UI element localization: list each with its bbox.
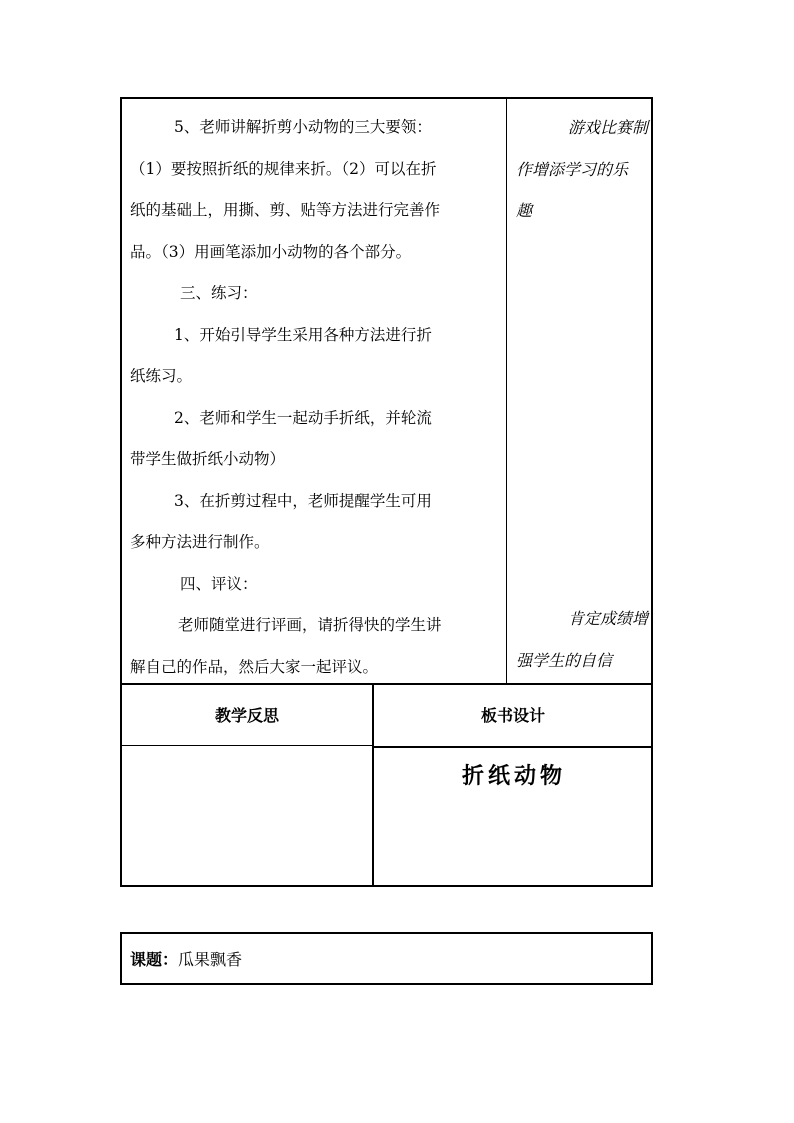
reflection-header: 教学反思	[214, 706, 279, 725]
review-line1: 老师随堂进行评画，请折得快的学生讲	[178, 616, 442, 634]
lesson-label: 课题：	[130, 950, 179, 969]
step5-line4: 品。（3）用画笔添加小动物的各个部分。	[130, 242, 412, 261]
column-divider-upper	[506, 99, 507, 683]
note2-line2: 强学生的自信	[516, 650, 613, 670]
lesson-title-box	[120, 932, 653, 985]
practice2-line2: 带学生做折纸小动物）	[130, 450, 286, 468]
review-line2: 解自己的作品，然后大家一起评议。	[130, 657, 379, 676]
design-intent-notes-review	[516, 598, 654, 681]
lesson-title: 瓜果飘香	[178, 950, 243, 969]
note1-line3: 趣	[516, 201, 533, 220]
board-title: 折纸动物	[461, 764, 566, 789]
practice3-line1: 3、在折剪过程中，老师提醒学生可用	[174, 491, 432, 510]
practice3-line2: 多种方法进行制作。	[130, 533, 270, 551]
note2-line1: 肯定成绩增	[567, 609, 648, 628]
step5-line1: 5、老师讲解折剪小动物的三大要领：	[174, 118, 432, 136]
reflection-header-divider	[122, 745, 372, 746]
section3-heading: 三、练习：	[180, 284, 258, 302]
practice2-line1: 2、老师和学生一起动手折纸，并轮流	[174, 408, 432, 427]
step5-line2: （1）要按照折纸的规律来折。（2）可以在折	[130, 159, 437, 178]
board-header-divider	[373, 746, 653, 748]
lesson-plan-table	[120, 97, 653, 887]
step5-line3: 纸的基础上，用撕、剪、贴等方法进行完善作	[130, 201, 441, 219]
note1-line1: 游戏比赛制	[567, 118, 648, 137]
design-intent-notes	[516, 107, 654, 232]
practice1-line1: 1、开始引导学生采用各种方法进行折	[174, 325, 432, 344]
board-design-header: 板书设计	[480, 706, 545, 725]
teaching-steps	[130, 107, 500, 688]
practice1-line2: 纸练习。	[130, 367, 193, 385]
section4-heading: 四、评议：	[180, 574, 258, 593]
note1-line2: 作增添学习的乐	[516, 159, 629, 179]
